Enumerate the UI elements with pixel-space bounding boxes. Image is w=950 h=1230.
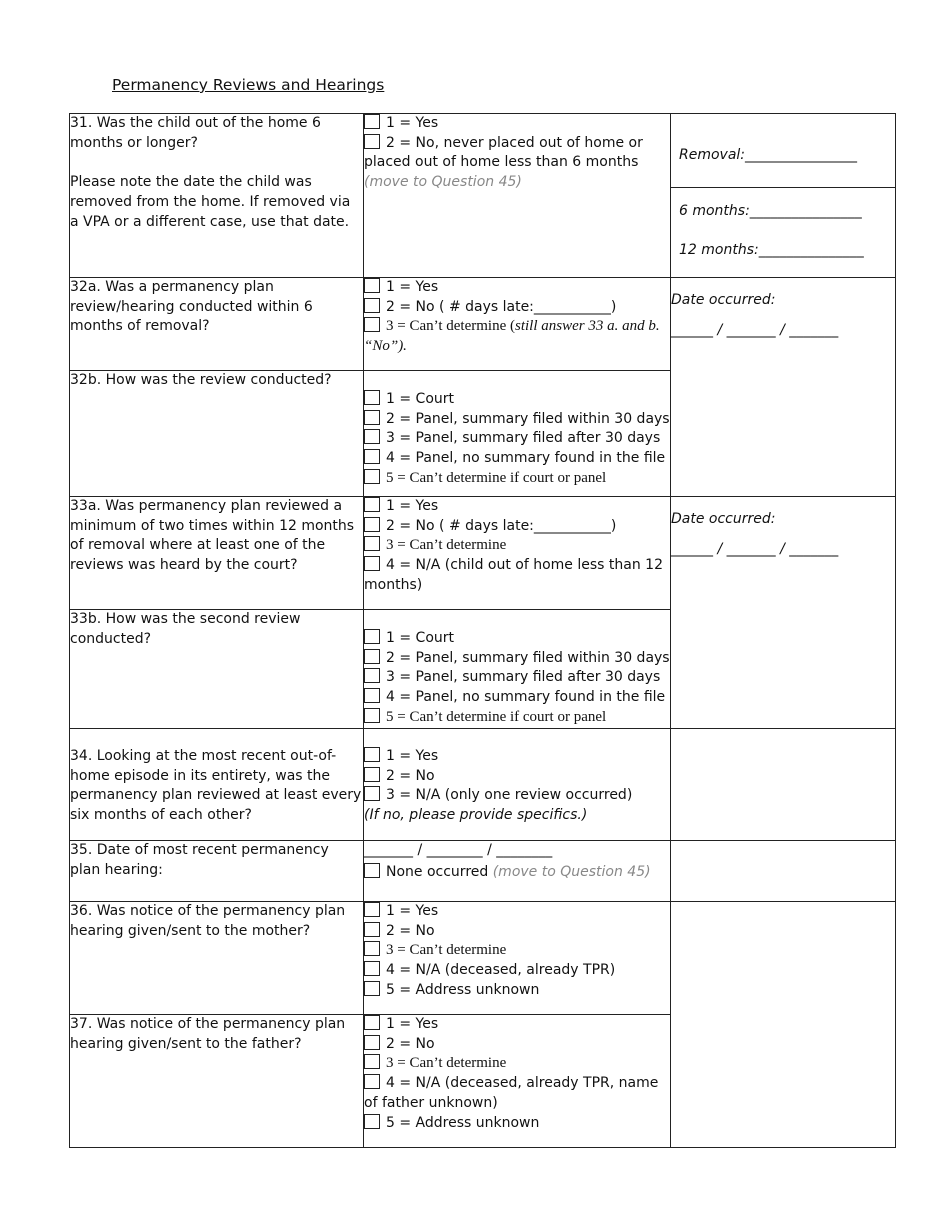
q36-opt1-label: 1 = Yes (386, 903, 439, 919)
q31-six-months-field[interactable]: 6 months:________________ (679, 203, 862, 219)
q37-answer-cell (364, 1015, 671, 1148)
q37-opt2-checkbox[interactable] (364, 1035, 380, 1050)
q37-question: 37. Was notice of the permanency plan hearing given/sent to the father? (70, 1016, 346, 1052)
page-title: Permanency Reviews and Hearings (112, 76, 385, 94)
q32b-opt4-label: 4 = Panel, no summary found in the file (386, 450, 666, 467)
q32-date-field[interactable]: ______ / _______ / _______ (671, 321, 839, 338)
q32b-question-cell (70, 371, 364, 497)
q37-opt5-checkbox[interactable] (364, 1114, 380, 1129)
q36-opt2-label: 2 = No (386, 922, 435, 939)
permanency-form-table (69, 113, 896, 1148)
q36-opt4-label: 4 = N/A (deceased, already TPR) (386, 962, 616, 979)
q32b-opt1-checkbox[interactable] (364, 390, 380, 405)
q33b-opt3-checkbox[interactable] (364, 668, 380, 683)
q35-none-checkbox[interactable] (364, 863, 380, 878)
q32b-opt2-label: 2 = Panel, summary filed within 30 days (386, 410, 670, 427)
q32b-answer-cell (364, 371, 671, 497)
q32a-answer-cell (364, 278, 671, 371)
q35-move-instruction: (move to Question 45) (492, 863, 651, 880)
q33-date-label: Date occurred: (671, 511, 776, 527)
q32b-opt5-checkbox[interactable] (364, 469, 380, 484)
row-q35 (70, 841, 896, 902)
q33b-opt4-label: 4 = Panel, no summary found in the file (386, 689, 666, 706)
q35-date-field[interactable]: _______ / ________ / ________ (364, 842, 553, 858)
q36-answer-cell (364, 902, 671, 1015)
q32-date-label: Date occurred: (671, 292, 776, 308)
q36-opt5-checkbox[interactable] (364, 981, 380, 996)
q33b-opt5-label: 5 = Can’t determine if court or panel (386, 708, 607, 725)
q33a-opt3-checkbox[interactable] (364, 536, 380, 551)
q37-question-cell (70, 1015, 364, 1148)
q33b-opt3-label: 3 = Panel, summary filed after 30 days (386, 669, 661, 686)
q33-date-field[interactable]: ______ / _______ / _______ (671, 540, 839, 557)
q31-opt1-label: 1 = Yes (386, 115, 439, 131)
q31-removal-date-field[interactable]: Removal:________________ (679, 147, 858, 163)
q34-empty-cell (671, 729, 896, 841)
q33a-opt4-checkbox[interactable] (364, 556, 380, 571)
q36-opt4-checkbox[interactable] (364, 961, 380, 976)
q32b-opt2-checkbox[interactable] (364, 410, 380, 425)
row-q31 (70, 114, 896, 278)
q37-opt2-label: 2 = No (386, 1035, 435, 1052)
q32b-opt4-checkbox[interactable] (364, 449, 380, 464)
q37-opt3-label: 3 = Can’t determine (386, 1055, 507, 1072)
q33b-opt4-checkbox[interactable] (364, 688, 380, 703)
q32a-question-cell (70, 278, 364, 371)
q36-opt2-checkbox[interactable] (364, 922, 380, 937)
q32a-opt3-instruction: still answer 33 a. and b. “No”). (364, 318, 660, 355)
q36-question: 36. Was notice of the permanency plan hearing given/sent to the mother? (70, 903, 346, 939)
q33a-opt4-label: 4 = N/A (child out of home less than 12 months) (364, 557, 663, 593)
row-q34 (70, 729, 896, 841)
q33a-opt2-label: 2 = No ( # days late:___________) (386, 517, 617, 534)
q33b-answer-cell (364, 610, 671, 729)
q33b-question-cell (70, 610, 364, 729)
q37-opt3-checkbox[interactable] (364, 1054, 380, 1069)
q37-opt1-checkbox[interactable] (364, 1015, 380, 1030)
q32b-opt5-label: 5 = Can’t determine if court or panel (386, 469, 607, 486)
q35-question-cell (70, 841, 364, 902)
q36-opt3-checkbox[interactable] (364, 941, 380, 956)
q33a-question-cell (70, 497, 364, 610)
q36-opt3-label: 3 = Can’t determine (386, 942, 507, 959)
q33b-opt1-label: 1 = Court (386, 630, 454, 646)
q33a-opt2-checkbox[interactable] (364, 517, 380, 532)
q31-opt2-checkbox[interactable] (364, 134, 380, 149)
q37-opt4-checkbox[interactable] (364, 1074, 380, 1089)
q35-question: 35. Date of most recent permanency plan hearing: (70, 842, 329, 878)
q34-answer-cell (364, 729, 671, 841)
q32a-opt3-label: 3 = Can’t determine ( (386, 318, 515, 335)
q33a-answer-cell (364, 497, 671, 610)
q35-empty-cell (671, 841, 896, 902)
q32a-opt3-checkbox[interactable] (364, 317, 380, 332)
q31-opt2-label: 2 = No, never placed out of home or placed out of home less than 6 months (364, 134, 643, 171)
q31-date-cell (671, 114, 896, 278)
q33b-opt5-checkbox[interactable] (364, 708, 380, 723)
q37-opt4-label: 4 = N/A (deceased, already TPR, name of father unknown) (364, 1075, 659, 1111)
q33b-opt2-label: 2 = Panel, summary filed within 30 days (386, 649, 670, 666)
q35-none-label: None occurred (386, 863, 493, 880)
q31-opt1-checkbox[interactable] (364, 114, 380, 129)
q33b-question: 33b. How was the second review conducted? (70, 611, 301, 647)
q33-date-cell (671, 497, 896, 729)
q32b-question: 32b. How was the review conducted? (70, 372, 332, 388)
q36-37-empty-cell (671, 902, 896, 1148)
q36-question-cell (70, 902, 364, 1015)
q32a-opt2-checkbox[interactable] (364, 298, 380, 313)
q34-question: 34. Looking at the most recent out-of-home episode in its entirety, was the permanency plan reviewed at least every six months of each other? (70, 748, 362, 824)
q33a-opt3-label: 3 = Can’t determine (386, 537, 507, 554)
q32b-opt1-label: 1 = Court (386, 391, 454, 407)
q32a-opt2-label: 2 = No ( # days late:___________) (386, 298, 617, 315)
q32a-opt1-label: 1 = Yes (386, 279, 439, 295)
q34-question-cell (70, 729, 364, 841)
q37-opt5-label: 5 = Address unknown (386, 1114, 540, 1131)
q34-opt2-checkbox[interactable] (364, 767, 380, 782)
q31-move-instruction: (move to Question 45) (364, 174, 522, 191)
q32a-question: 32a. Was a permanency plan review/hearing conducted within 6 months of removal? (70, 279, 313, 335)
q37-opt1-label: 1 = Yes (386, 1016, 439, 1032)
q34-opt1-checkbox[interactable] (364, 747, 380, 762)
q33b-opt2-checkbox[interactable] (364, 649, 380, 664)
row-q32a (70, 278, 896, 371)
q31-note: Please note the date the child was removed from the home. If removed via a VPA or a different case, use that date. (70, 174, 351, 230)
q34-opt3-checkbox[interactable] (364, 786, 380, 801)
row-q33a (70, 497, 896, 610)
q33a-question: 33a. Was permanency plan reviewed a minimum of two times within 12 months of removal where at least one of the reviews was heard by the court? (70, 498, 355, 574)
q36-opt5-label: 5 = Address unknown (386, 981, 540, 998)
q31-question-cell (70, 114, 364, 278)
q34-opt2-label: 2 = No (386, 767, 435, 784)
q34-note: (If no, please provide specifics.) (364, 807, 588, 824)
q33a-opt1-checkbox[interactable] (364, 497, 380, 512)
q33b-opt1-checkbox[interactable] (364, 629, 380, 644)
q36-opt1-checkbox[interactable] (364, 902, 380, 917)
q35-answer-cell (364, 841, 671, 902)
row-q36 (70, 902, 896, 1015)
q32-date-cell (671, 278, 896, 497)
q31-twelve-months-field[interactable]: 12 months:_______________ (679, 241, 864, 258)
q32b-opt3-label: 3 = Panel, summary filed after 30 days (386, 430, 661, 447)
q33a-opt1-label: 1 = Yes (386, 498, 439, 514)
q32b-opt3-checkbox[interactable] (364, 429, 380, 444)
q31-question: 31. Was the child out of the home 6 months or longer? (70, 115, 321, 151)
q34-opt1-label: 1 = Yes (386, 748, 439, 764)
q31-answer-cell (364, 114, 671, 278)
q34-opt3-label: 3 = N/A (only one review occurred) (386, 787, 633, 804)
q32a-opt1-checkbox[interactable] (364, 278, 380, 293)
